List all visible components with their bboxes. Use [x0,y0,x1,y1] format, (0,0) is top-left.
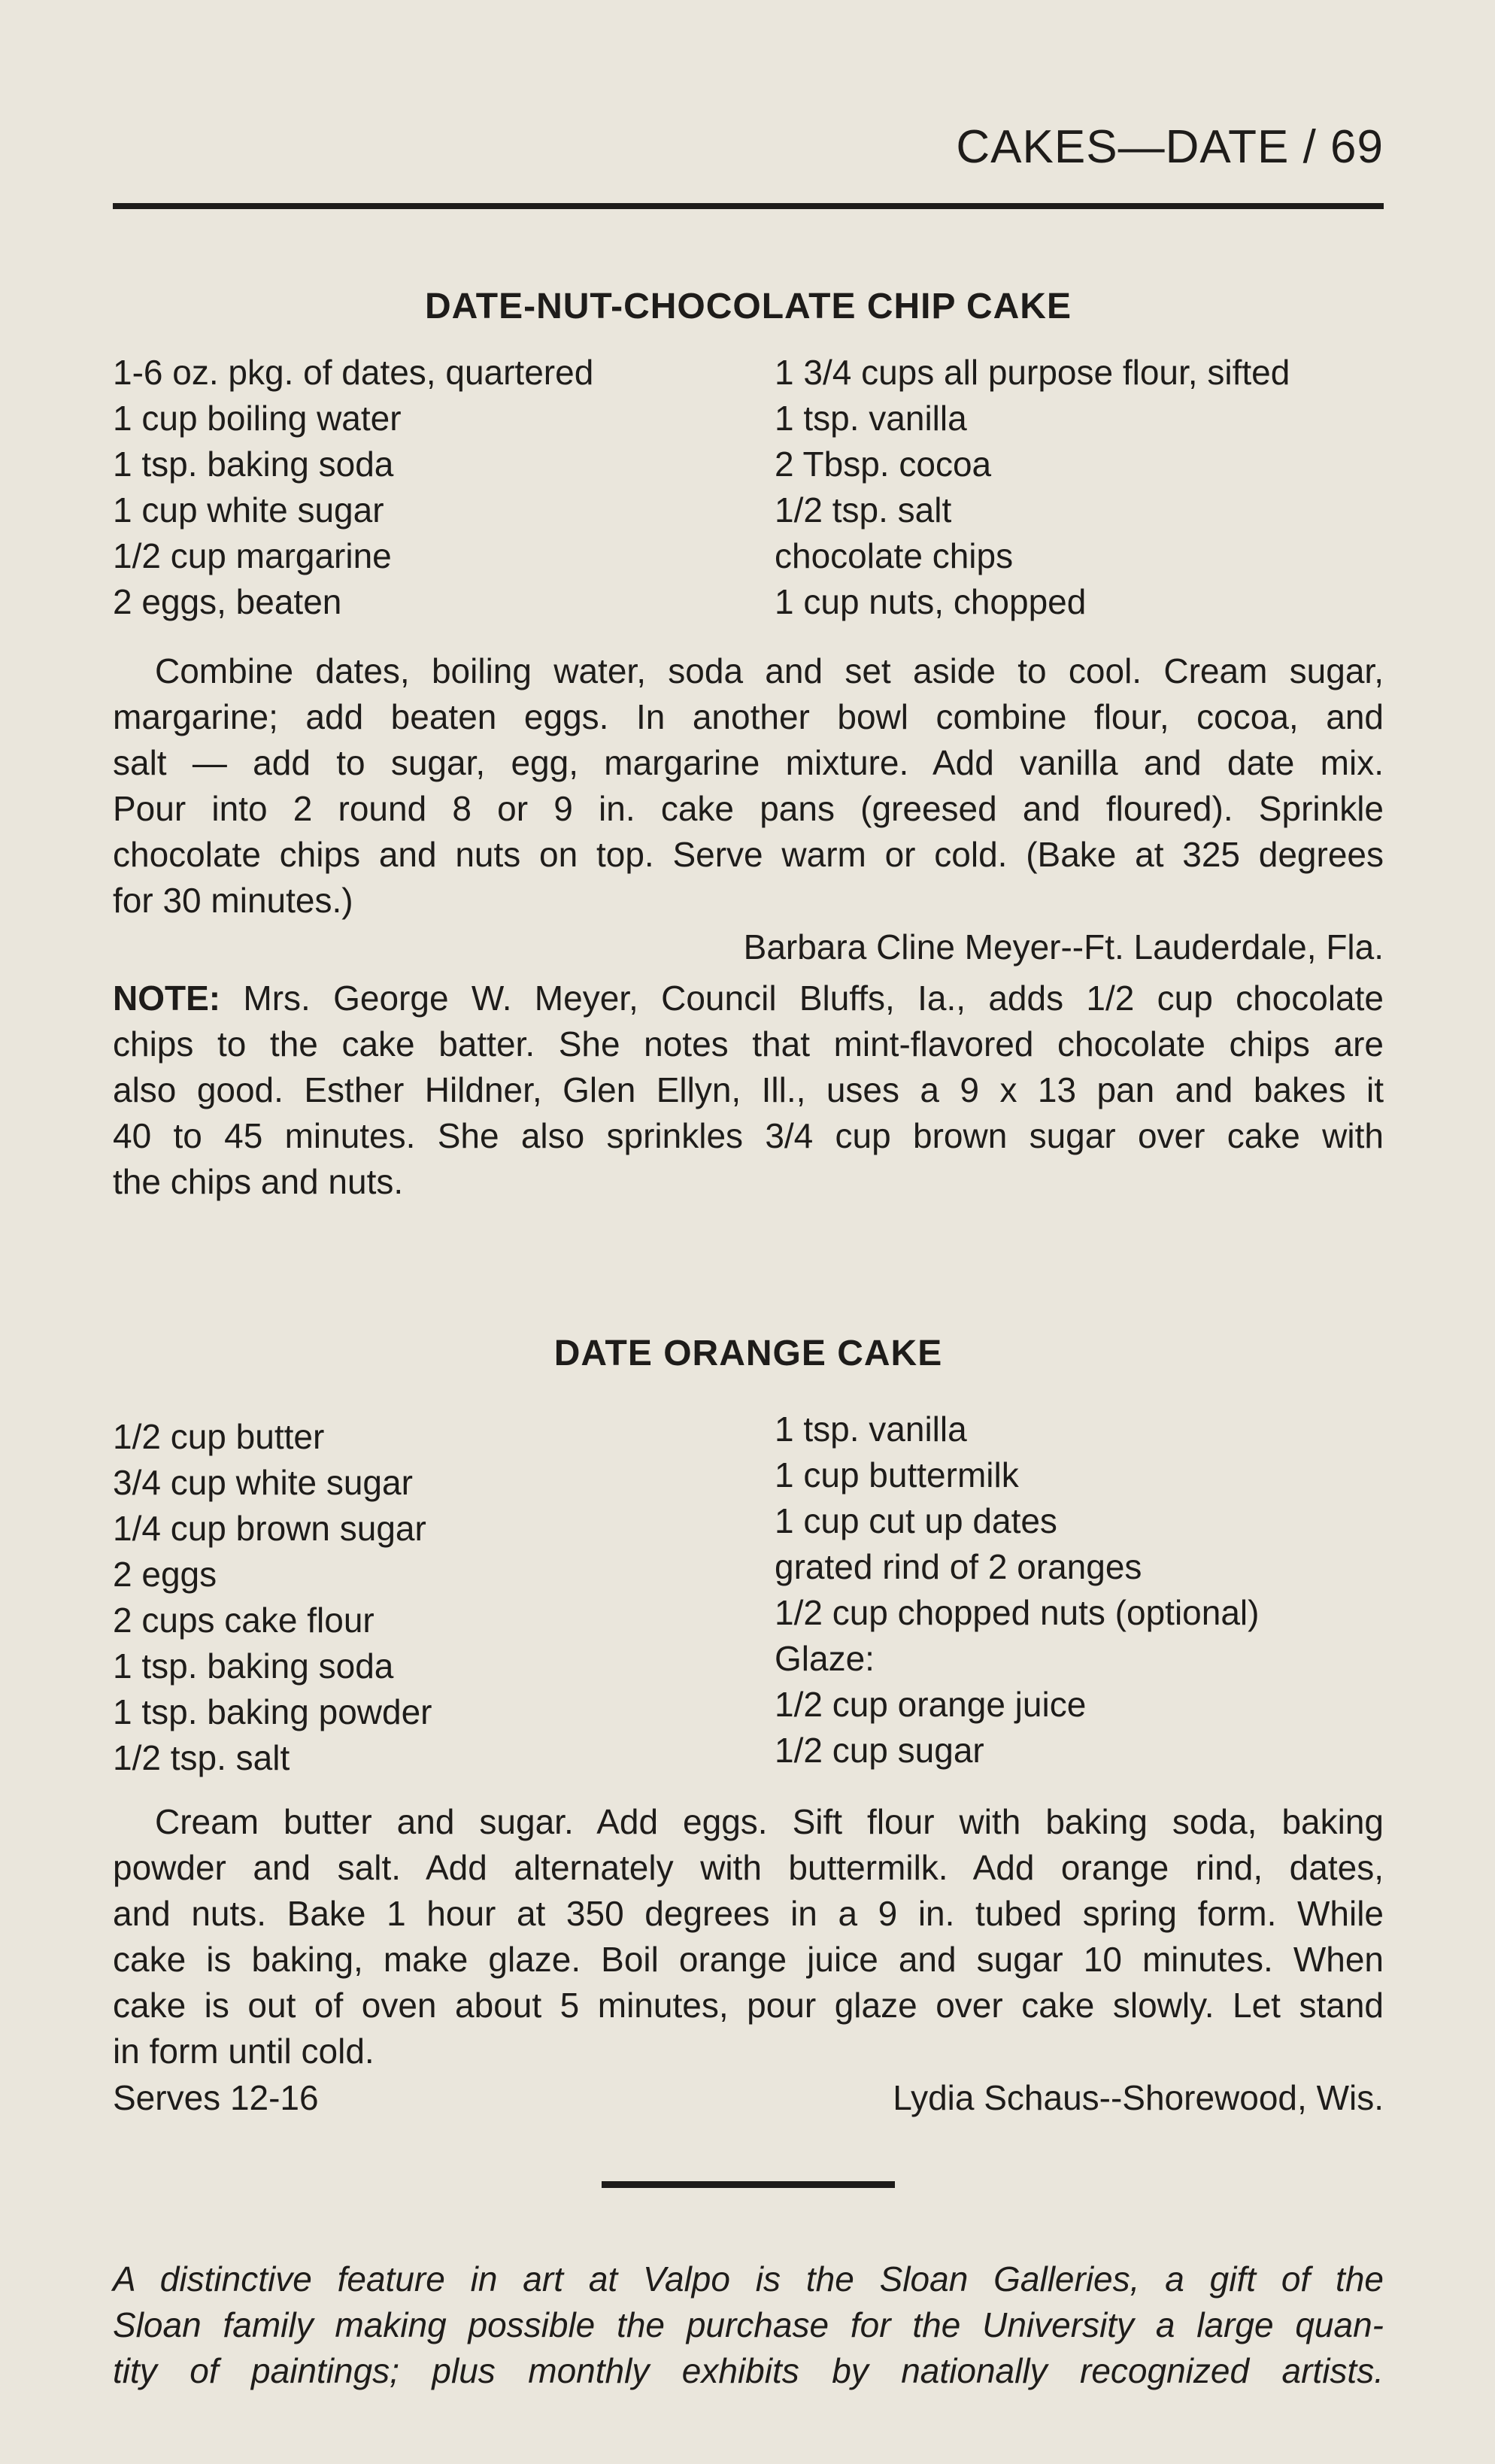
footer-note-line: Sloan family making possible the purchase for the University a large quan- [113,2305,1384,2344]
note-line: chips to the cake batter. She notes that mint-flavored chocolate chips are [113,1024,1384,1064]
ingredient: 1/2 cup sugar [775,1731,984,1770]
ingredient: 1 tsp. baking powder [113,1692,432,1731]
note-text: Mrs. George W. Meyer, Council Bluffs, Ia., adds 1/2 cup chocolate [220,979,1384,1018]
header-rule [113,203,1384,209]
note-line [113,976,1384,1021]
footer-note-line: A distinctive feature in art at Valpo is the Sloan Galleries, a gift of the [113,2259,1384,2299]
directions-line: in form until cold. [113,2032,375,2071]
ingredient: 1 cup buttermilk [775,1455,1019,1494]
directions-line: Combine dates, boiling water, soda and set aside to cool. Cream sugar, [155,651,1384,690]
ingredient: 2 eggs, beaten [113,582,342,621]
recipe2-serves: Serves 12-16 [113,2078,319,2117]
recipe2-ingredients-right [775,1406,1259,1774]
recipe1-directions [113,648,1384,924]
ingredient: 1/2 cup butter [113,1417,325,1456]
ingredient: 1/2 tsp. salt [775,490,952,530]
ingredient: 3/4 cup white sugar [113,1463,413,1502]
directions-line: chocolate chips and nuts on top. Serve warm or cold. (Bake at 325 degrees [113,835,1384,874]
ingredient: 1/2 tsp. salt [113,1738,290,1777]
recipe1-ingredients-right [775,350,1290,625]
directions-line: Pour into 2 round 8 or 9 in. cake pans (greesed and floured). Sprinkle [113,789,1384,828]
recipe1-note [113,976,1384,1205]
ingredient: 1 cup nuts, chopped [775,582,1087,621]
directions-line: and nuts. Bake 1 hour at 350 degrees in a 9 in. tubed spring form. While [113,1894,1384,1933]
recipe2-signature: Lydia Schaus--Shorewood, Wis. [893,2078,1384,2117]
recipe1-ingredients-left [113,350,593,625]
ingredient: grated rind of 2 oranges [775,1547,1142,1586]
ingredient: 1/2 cup orange juice [775,1685,1087,1724]
ingredient: 1 3/4 cups all purpose flour, sifted [775,353,1290,392]
note-label: NOTE: [113,979,221,1018]
directions-line: margarine; add beaten eggs. In another bowl combine flour, cocoa, and [113,697,1384,736]
directions-line: Cream butter and sugar. Add eggs. Sift flour with baking soda, baking [155,1802,1384,1841]
ingredient: 1/4 cup brown sugar [113,1509,426,1548]
footer-note [113,2256,1384,2394]
note-line: the chips and nuts. [113,1162,404,1201]
ingredient: 1/2 cup chopped nuts (optional) [775,1593,1260,1632]
note-line: 40 to 45 minutes. She also sprinkles 3/4 cup brown sugar over cake with [113,1116,1384,1155]
running-head: CAKES—DATE / 69 [956,121,1384,173]
recipe1-signature: Barbara Cline Meyer--Ft. Lauderdale, Fla. [743,927,1384,966]
ingredient: chocolate chips [775,536,1014,575]
ingredient: 1 cup cut up dates [775,1501,1057,1540]
ingredient: 1 tsp. baking soda [113,445,394,484]
ingredient: 1 cup white sugar [113,490,384,530]
ingredient: 1-6 oz. pkg. of dates, quartered [113,353,594,392]
recipe-title-date-orange-cake: DATE ORANGE CAKE [553,1334,943,1373]
directions-line: cake is out of oven about 5 minutes, pour glaze over cake slowly. Let stand [113,1986,1384,2025]
directions-line: powder and salt. Add alternately with buttermilk. Add orange rind, dates, [113,1848,1384,1887]
directions-line: cake is baking, make glaze. Boil orange juice and sugar 10 minutes. When [113,1940,1384,1979]
ingredient: 2 cups cake flour [113,1601,375,1640]
glaze-label: Glaze: [775,1639,875,1678]
recipe-title-date-nut-chocolate-chip-cake: DATE-NUT-CHOCOLATE CHIP CAKE [425,287,1072,326]
note-line: also good. Esther Hildner, Glen Ellyn, Ill., uses a 9 x 13 pan and bakes it [113,1070,1384,1109]
directions-line: for 30 minutes.) [113,881,353,920]
ingredient: 1 tsp. vanilla [775,1410,967,1449]
footer-note-line: tity of paintings; plus monthly exhibits by nationally recognized artists. [113,2351,1384,2390]
recipe2-directions [113,1799,1384,2074]
ingredient: 1 cup boiling water [113,399,402,438]
ingredient: 2 Tbsp. cocoa [775,445,992,484]
ingredient: 1 tsp. baking soda [113,1646,394,1686]
ingredient: 1/2 cup margarine [113,536,392,575]
recipe2-ingredients-left [113,1414,432,1781]
directions-line: salt — add to sugar, egg, margarine mixture. Add vanilla and date mix. [113,743,1384,782]
ingredient: 1 tsp. vanilla [775,399,967,438]
section-divider [602,2181,895,2188]
cookbook-page [113,0,1384,2464]
ingredient: 2 eggs [113,1555,217,1594]
